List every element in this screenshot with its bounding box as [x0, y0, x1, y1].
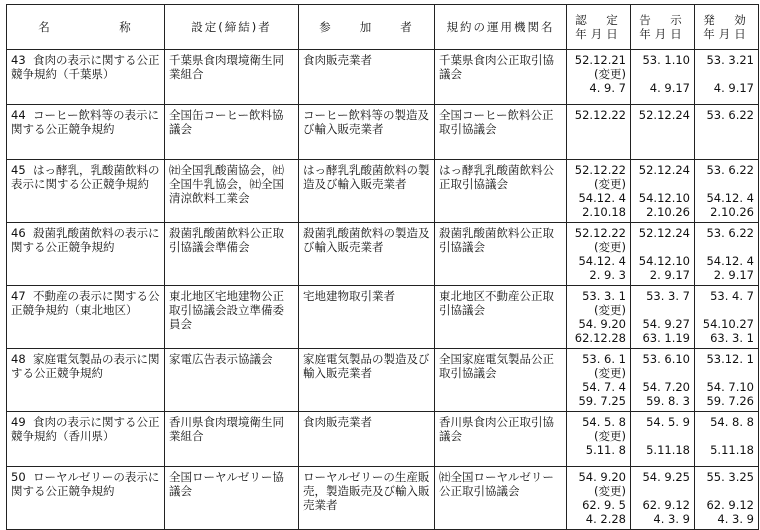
- row-name-cell: [7, 467, 165, 530]
- row-notified-date: 52.12.24: [631, 105, 695, 160]
- row-participants-cell: 殺菌乳酸菌飲料の製造及び輸入販売業者: [299, 223, 435, 286]
- row-approved-date: 54. 9.20 (変更) 62. 9. 5 4. 2.28: [567, 467, 631, 530]
- row-participants-cell: コーヒー飲料等の製造及び輸入販売業者: [299, 105, 435, 160]
- table-row: [7, 160, 759, 223]
- row-effective-date: 53.12. 1 54. 7.10 59. 7.26: [695, 349, 759, 412]
- header-name: 名 称: [7, 5, 165, 50]
- row-notified-date: 54. 9.25 62. 9.12 4. 3. 9: [631, 467, 695, 530]
- row-name-text: 食肉の表示に関する公正競争規約（香川県）: [11, 415, 160, 443]
- row-org-cell: ㈳全国乳酸菌協会，㈳全国牛乳協会，㈳全国清涼飲料工業会: [165, 160, 299, 223]
- row-effective-date: 54. 8. 8 5.11.18: [695, 412, 759, 467]
- row-agency-cell: 全国家庭電気製品公正取引協議会: [435, 349, 567, 412]
- header-effective: 発 効 年月日: [695, 5, 759, 50]
- row-name-text: はっ酵乳，乳酸菌飲料の表示に関する公正競争規約: [11, 163, 160, 191]
- table-row: [7, 105, 759, 160]
- row-participants-cell: 宅地建物取引業者: [299, 286, 435, 349]
- row-name-text: コーヒー飲料等の表示に関する公正競争規約: [11, 108, 160, 136]
- row-agency-cell: ㈳全国ローヤルゼリー公正取引協議会: [435, 467, 567, 530]
- row-participants-cell: 食肉販売業者: [299, 412, 435, 467]
- row-org-cell: 全国缶コーヒー飲料協議会: [165, 105, 299, 160]
- row-approved-date: 52.12.22: [567, 105, 631, 160]
- row-effective-date: 53. 6.22 54.12. 4 2. 9.17: [695, 223, 759, 286]
- row-org-cell: 東北地区宅地建物公正取引協議会設立準備委員会: [165, 286, 299, 349]
- row-org-cell: 家電広告表示協議会: [165, 349, 299, 412]
- row-name-text: 食肉の表示に関する公正競争規約（千葉県）: [11, 53, 160, 81]
- table-row: [7, 412, 759, 467]
- row-name-cell: [7, 349, 165, 412]
- row-approved-date: 53. 6. 1 (変更) 54. 7. 4 59. 7.25: [567, 349, 631, 412]
- row-approved-date: 52.12.22 (変更) 54.12. 4 2.10.18: [567, 160, 631, 223]
- header-participants: 参 加 者: [299, 5, 435, 50]
- row-number: 43: [11, 53, 26, 67]
- row-number: 46: [11, 226, 26, 240]
- header-approved: 認 定 年月日: [567, 5, 631, 50]
- row-org-cell: 香川県食肉環境衛生同業組合: [165, 412, 299, 467]
- row-notified-date: 53. 1.10 4. 9.17: [631, 50, 695, 105]
- row-name-text: 不動産の表示に関する公正競争規約（東北地区）: [11, 289, 160, 317]
- row-agency-cell: 全国コーヒー飲料公正取引協議会: [435, 105, 567, 160]
- row-number: 47: [11, 289, 26, 303]
- row-effective-date: 55. 3.25 62. 9.12 4. 3. 9: [695, 467, 759, 530]
- row-name-text: 家庭電気製品の表示に関する公正競争規約: [11, 352, 160, 380]
- header-row: [7, 5, 759, 50]
- row-approved-date: 52.12.21 (変更) 4. 9. 7: [567, 50, 631, 105]
- table-row: [7, 50, 759, 105]
- row-effective-date: 53. 6.22 54.12. 4 2.10.26: [695, 160, 759, 223]
- row-effective-date: 53. 4. 7 54.10.27 63. 3. 1: [695, 286, 759, 349]
- row-number: 45: [11, 163, 26, 177]
- row-participants-cell: はっ酵乳乳酸菌飲料の製造及び輸入販売業者: [299, 160, 435, 223]
- row-name-cell: [7, 50, 165, 105]
- row-notified-date: 52.12.24 54.12.10 2.10.26: [631, 160, 695, 223]
- row-agency-cell: 東北地区不動産公正取引協議会: [435, 286, 567, 349]
- row-notified-date: 53. 3. 7 54. 9.27 63. 1.19: [631, 286, 695, 349]
- row-name-cell: [7, 105, 165, 160]
- table-row: [7, 349, 759, 412]
- row-name-cell: [7, 412, 165, 467]
- row-org-cell: 殺菌乳酸菌飲料公正取引協議会準備会: [165, 223, 299, 286]
- row-effective-date: 53. 6.22: [695, 105, 759, 160]
- row-approved-date: 53. 3. 1 (変更) 54. 9.20 62.12.28: [567, 286, 631, 349]
- row-org-cell: 千葉県食肉環境衛生同業組合: [165, 50, 299, 105]
- table-row: [7, 223, 759, 286]
- header-agency: 規約の運用機関名: [435, 5, 567, 50]
- table-row: [7, 286, 759, 349]
- row-notified-date: 54. 5. 9 5.11.18: [631, 412, 695, 467]
- table-row: [7, 467, 759, 530]
- row-agency-cell: 千葉県食肉公正取引協議会: [435, 50, 567, 105]
- row-name-cell: [7, 160, 165, 223]
- row-notified-date: 53. 6.10 54. 7.20 59. 8. 3: [631, 349, 695, 412]
- row-name-cell: [7, 223, 165, 286]
- row-number: 44: [11, 108, 26, 122]
- row-notified-date: 52.12.24 54.12.10 2. 9.17: [631, 223, 695, 286]
- row-name-text: ローヤルゼリーの表示に関する公正競争規約: [11, 470, 160, 498]
- row-name-text: 殺菌乳酸菌飲料の表示に関する公正競争規約: [11, 226, 160, 254]
- row-number: 49: [11, 415, 26, 429]
- row-agency-cell: 殺菌乳酸菌飲料公正取引協議会: [435, 223, 567, 286]
- row-org-cell: 全国ローヤルゼリー協議会: [165, 467, 299, 530]
- row-approved-date: 52.12.22 (変更) 54.12. 4 2. 9. 3: [567, 223, 631, 286]
- row-number: 50: [11, 470, 26, 484]
- row-agency-cell: 香川県食肉公正取引協議会: [435, 412, 567, 467]
- row-effective-date: 53. 3.21 4. 9.17: [695, 50, 759, 105]
- row-agency-cell: はっ酵乳乳酸菌飲料公正取引協議会: [435, 160, 567, 223]
- row-approved-date: 54. 5. 8 (変更) 5.11. 8: [567, 412, 631, 467]
- header-org: 設定(締結)者: [165, 5, 299, 50]
- header-notified: 告 示 年月日: [631, 5, 695, 50]
- regulations-table: [6, 4, 759, 530]
- row-name-cell: [7, 286, 165, 349]
- row-participants-cell: 家庭電気製品の製造及び輸入販売業者: [299, 349, 435, 412]
- row-participants-cell: 食肉販売業者: [299, 50, 435, 105]
- row-number: 48: [11, 352, 26, 366]
- row-participants-cell: ローヤルゼリーの生産販売，製造販売及び輸入販売業者: [299, 467, 435, 530]
